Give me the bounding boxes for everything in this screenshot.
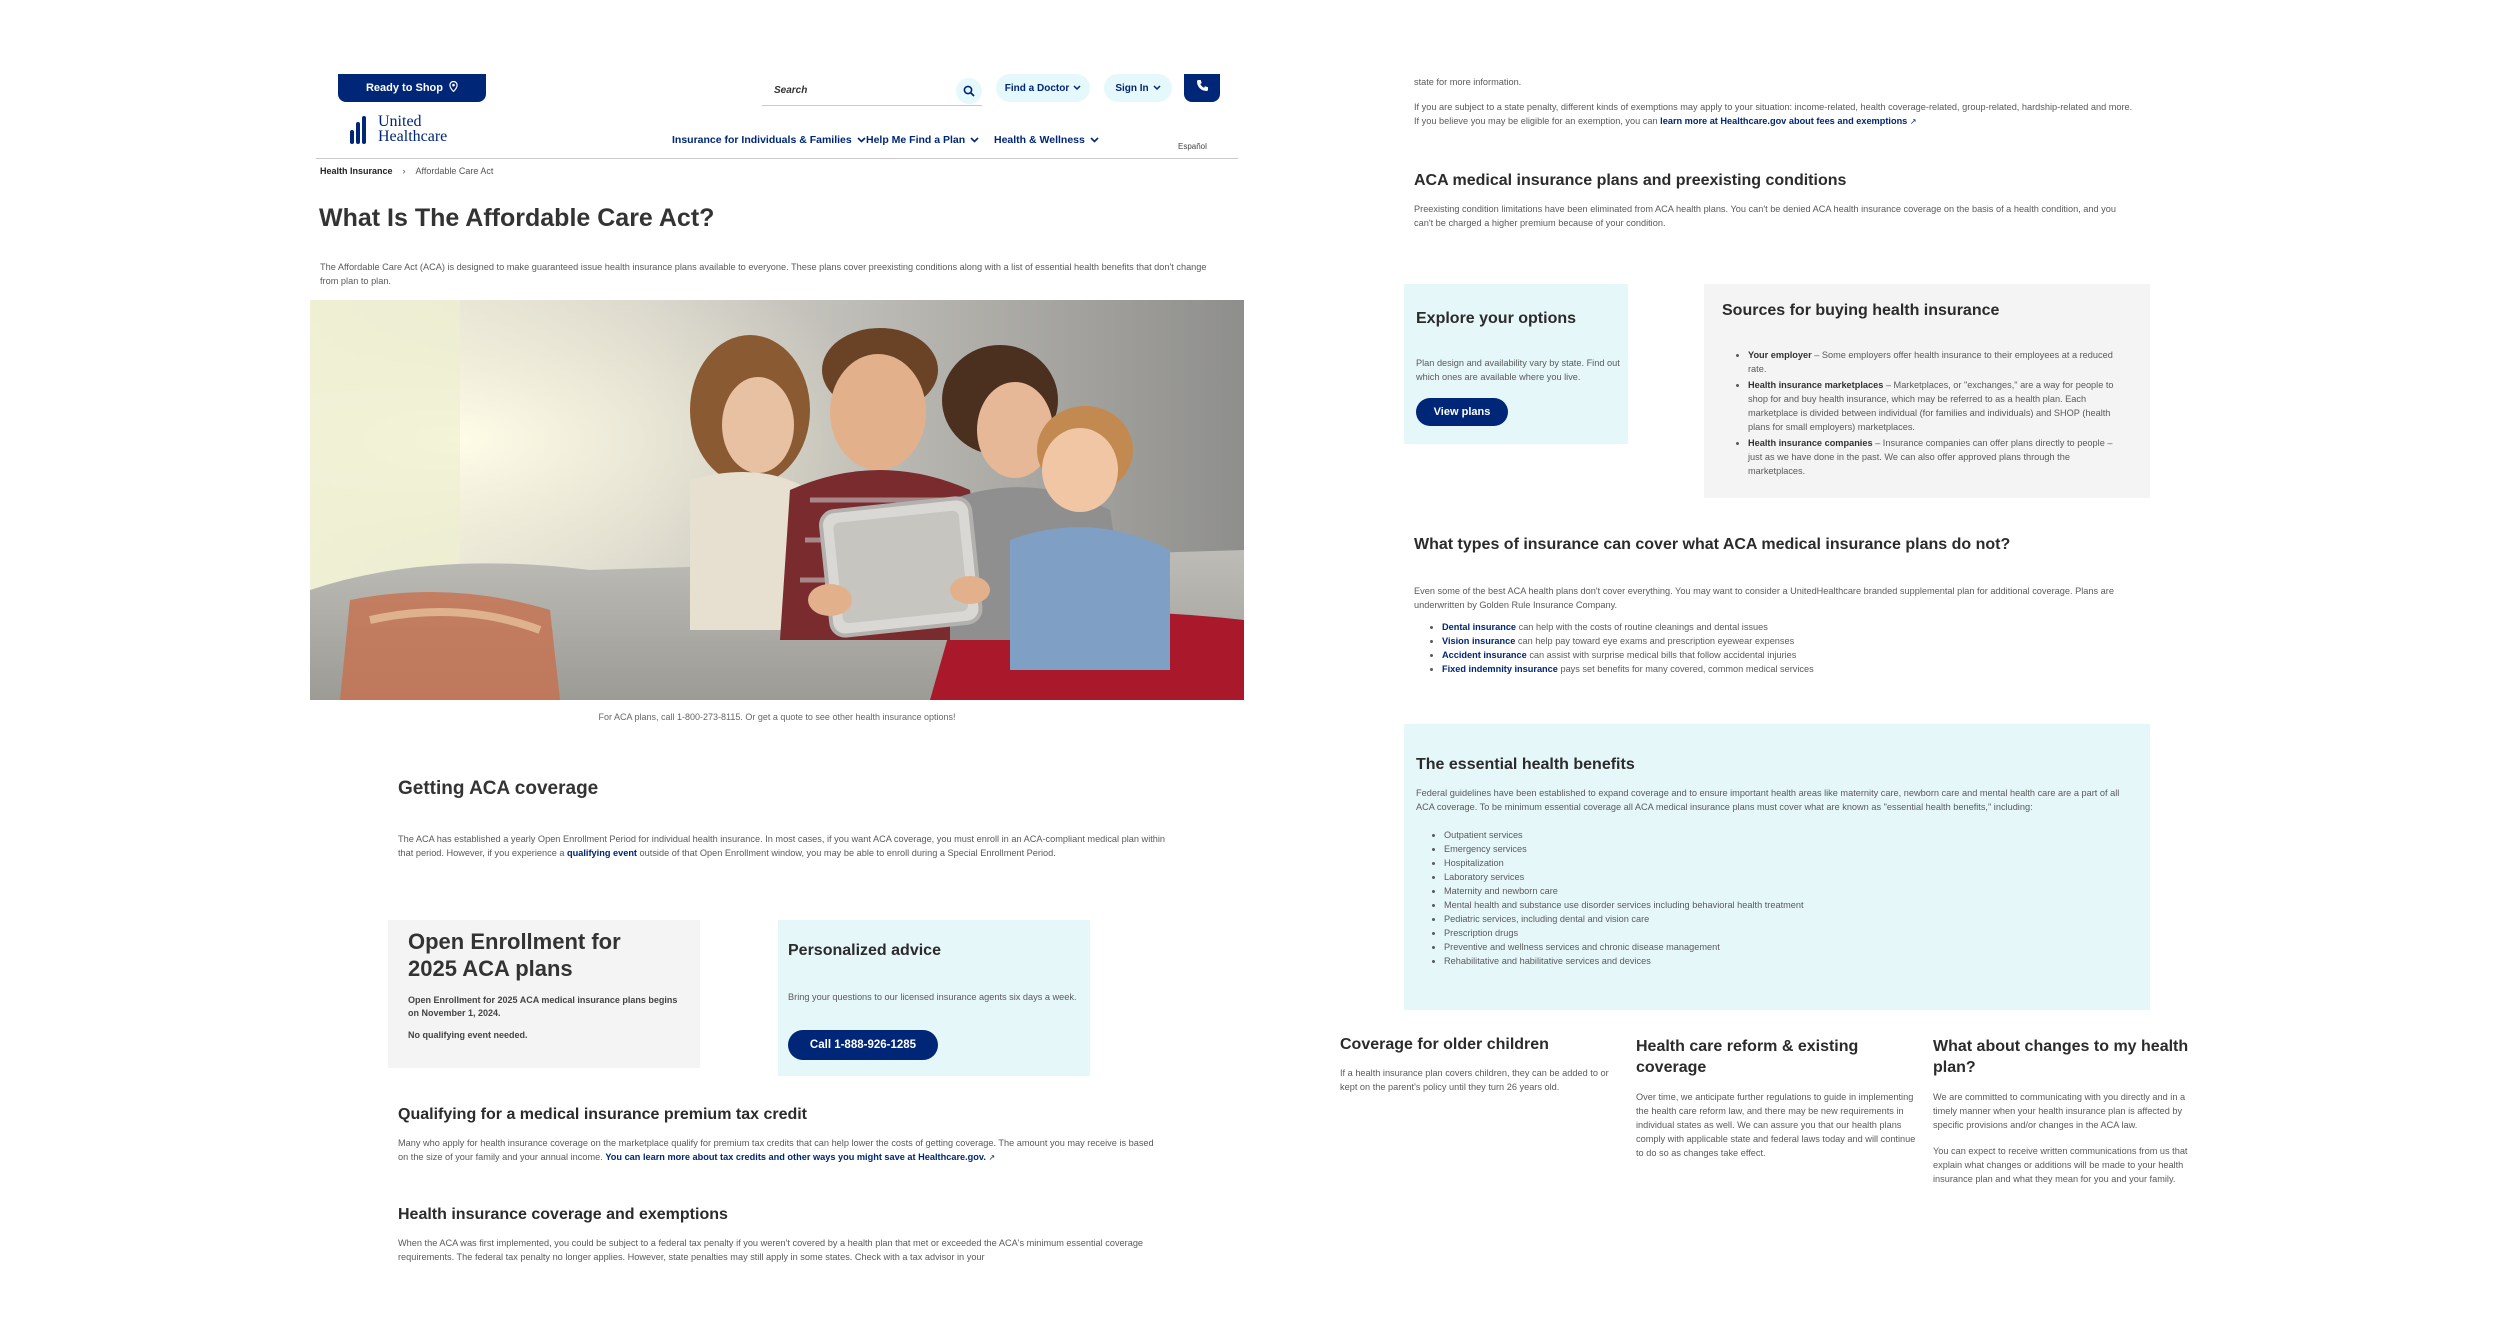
ready-to-shop-button[interactable] bbox=[338, 74, 486, 102]
logo-line2: Healthcare bbox=[378, 128, 448, 145]
tax-credit-body: Many who apply for health insurance coverage on the marketplace qualify for premium tax credits that can help lower the costs of getting coverage. The amount you may receive is based on the size of your family and your annual income. bbox=[398, 1138, 1154, 1162]
exemptions-text: When the ACA was first implemented, you could be subject to a federal tax penalty if you weren't covered by a health plan that met or exceeded the ACA's minimum essential coverage requirements. The federal tax penalty no longer applies. However, state penalties may still apply in some states. Check with a tax advisor in your bbox=[398, 1238, 1144, 1262]
find-a-doctor-button[interactable] bbox=[996, 74, 1090, 102]
chevron-down-icon bbox=[857, 134, 866, 146]
fees-exemptions-link[interactable]: learn more at Healthcare.gov about fees and exemptions bbox=[1660, 116, 1908, 126]
chevron-down-icon bbox=[970, 134, 979, 146]
exemptions-text-continued: state for more information. bbox=[1414, 77, 1522, 87]
unitedhealthcare-logo[interactable] bbox=[350, 114, 447, 144]
location-pin-icon bbox=[449, 81, 458, 95]
exemptions-title: Health insurance coverage and exemptions bbox=[398, 1206, 728, 1223]
explore-options-card bbox=[1404, 284, 1628, 444]
phone-icon bbox=[1196, 79, 1209, 97]
essential-text: Federal guidelines have been established to expand coverage and to ensure important health areas like maternity care, newborn care and mental health care are a part of all ACA coverage. To be minimum essential coverage all ACA medical insurance plans must cover what are known as "essential health benefits," including: bbox=[1416, 788, 2120, 812]
preexisting-text: Preexisting condition limitations have been eliminated from ACA health plans. You can't be denied ACA health insurance coverage on the basis of a health condition, and you can't be charged a higher premium because of your condition. bbox=[1414, 204, 2116, 228]
supplemental-text: can assist with surprise medical bills that follow accidental injuries bbox=[1526, 650, 1797, 660]
tax-credit-link[interactable]: You can learn more about tax credits and other ways you might save at Healthcare.gov. bbox=[605, 1152, 986, 1162]
espanol-link[interactable]: Español bbox=[1178, 142, 1207, 151]
chevron-right-icon: › bbox=[402, 166, 406, 176]
getting-text-a: The ACA has established a yearly Open Enrollment Period for individual health insurance. In most cases, if you want ACA coverage, you must enroll in an ACA-compliant medical plan within that period. However, if you experience a bbox=[398, 834, 1166, 858]
sources-title: Sources for buying health insurance bbox=[1722, 302, 2000, 319]
sources-card bbox=[1704, 284, 2150, 498]
essential-benefit-item: • Hospitalization bbox=[1444, 856, 2128, 870]
source-term: Health insurance marketplaces bbox=[1748, 380, 1884, 390]
supplemental-link[interactable]: Dental insurance bbox=[1442, 622, 1517, 632]
source-text: – Some employers offer health insurance to their employees at a reduced rate. bbox=[1748, 350, 2113, 374]
open-enrollment-date: Open Enrollment for 2025 ACA medical insurance plans begins on November 1, 2024. bbox=[408, 995, 678, 1018]
call-agent-button[interactable]: Call 1-888-926-1285 bbox=[788, 1030, 938, 1060]
nav-health-wellness[interactable] bbox=[994, 134, 1099, 146]
nav-label: Insurance for Individuals & Families bbox=[672, 134, 852, 146]
supplemental-item bbox=[1442, 648, 2126, 662]
essential-list bbox=[1428, 828, 2128, 968]
exemptions-body-2: If you are subject to a state penalty, different kinds of exemptions may apply to your situation: income-related, health coverage-related, group-related, hardship-related and more. If you believe you may be eligible for an exemption, you can bbox=[1414, 102, 2133, 126]
nav-label: Health & Wellness bbox=[994, 134, 1085, 146]
reform-section bbox=[1636, 1036, 1916, 1160]
search-input[interactable]: Search bbox=[774, 85, 808, 96]
open-enrollment-title: Open Enrollment for 2025 ACA plans bbox=[408, 929, 621, 981]
supplemental-item bbox=[1442, 620, 2126, 634]
plan-changes-section bbox=[1933, 1036, 2209, 1186]
open-enrollment-card bbox=[388, 920, 700, 1068]
getting-text-b: outside of that Open Enrollment window, you may be able to enroll during a Special Enrollment Period. bbox=[637, 848, 1056, 858]
essential-benefit-item: • Maternity and newborn care bbox=[1444, 884, 2128, 898]
preexisting-title: ACA medical insurance plans and preexisting conditions bbox=[1414, 172, 1847, 189]
essential-benefit-item: • Laboratory services bbox=[1444, 870, 2128, 884]
breadcrumb-root[interactable]: Health Insurance bbox=[320, 166, 393, 176]
view-plans-button[interactable]: View plans bbox=[1416, 398, 1508, 426]
exemptions-text-2 bbox=[1414, 100, 2134, 129]
search-icon[interactable] bbox=[956, 78, 982, 104]
open-enrollment-note: No qualifying event needed. bbox=[408, 1030, 528, 1040]
source-item bbox=[1748, 436, 2128, 478]
types-text: Even some of the best ACA health plans don't cover everything. You may want to consider a UnitedHealthcare branded supplemental plan for additional coverage. Plans are underwritten by Golden Rule Insurance Company. bbox=[1414, 586, 2114, 610]
getting-coverage-text bbox=[398, 832, 1170, 860]
reform-text: Over time, we anticipate further regulations to guide in implementing the health care reform law, and there may be new requirements in individual states as well. We can assure you that our health plans comply with applicable state and federal laws today and will continue to do so as changes take effect. bbox=[1636, 1092, 1916, 1158]
supplemental-text: can help with the costs of routine cleanings and dental issues bbox=[1516, 622, 1768, 632]
page-title: What Is The Affordable Care Act? bbox=[319, 204, 715, 232]
plan-changes-title: What about changes to my health plan? bbox=[1933, 1038, 2189, 1076]
external-link-icon: ↗ bbox=[1909, 117, 1917, 126]
find-a-doctor-label: Find a Doctor bbox=[1004, 82, 1070, 94]
getting-coverage-title: Getting ACA coverage bbox=[398, 778, 599, 799]
source-term: Health insurance companies bbox=[1748, 438, 1873, 448]
supplemental-text: pays set benefits for many covered, common medical services bbox=[1557, 664, 1814, 674]
phone-button[interactable] bbox=[1184, 74, 1220, 102]
source-text: – Marketplaces, or "exchanges," are a way for people to shop for and buy health insurance, which may be referred to as a health plan. Each marketplace is divided between individual (for families and individuals) and SHOP (health plans for small employers) marketplaces. bbox=[1748, 380, 2114, 432]
supplemental-item bbox=[1442, 662, 2126, 676]
nav-individuals-families[interactable] bbox=[672, 134, 866, 146]
hero-caption: For ACA plans, call 1-800-273-8115. Or get a quote to see other health insurance options! bbox=[598, 712, 956, 722]
qualifying-event-link[interactable]: qualifying event bbox=[567, 848, 637, 858]
essential-benefit-item: • Preventive and wellness services and chronic disease management bbox=[1444, 940, 2128, 954]
external-link-icon: ↗ bbox=[988, 1153, 996, 1162]
supplemental-link[interactable]: Vision insurance bbox=[1442, 636, 1516, 646]
chevron-down-icon bbox=[1090, 134, 1099, 146]
plan-changes-text-1: We are committed to communicating with you directly and in a timely manner when your health insurance plan is affected by specific provisions and/or changes in the ACA law. bbox=[1933, 1092, 2186, 1130]
logo-line1: United bbox=[378, 113, 422, 130]
nav-label: Help Me Find a Plan bbox=[866, 134, 966, 146]
supplemental-item bbox=[1442, 634, 2126, 648]
plan-changes-text-2: You can expect to receive written communications from us that explain what changes or additions will be made to your health insurance plan and what they mean for you and your family. bbox=[1933, 1146, 2188, 1184]
sign-in-label: Sign In bbox=[1115, 82, 1149, 94]
essential-benefit-item: • Rehabilitative and habilitative services and devices bbox=[1444, 954, 2128, 968]
sign-in-button[interactable] bbox=[1104, 74, 1172, 102]
logo-mark-icon bbox=[350, 114, 372, 144]
essential-benefit-item: • Outpatient services bbox=[1444, 828, 2128, 842]
source-term: Your employer bbox=[1748, 350, 1812, 360]
essential-benefits-card bbox=[1404, 724, 2150, 1010]
explore-title: Explore your options bbox=[1416, 310, 1577, 327]
essential-benefit-item: • Emergency services bbox=[1444, 842, 2128, 856]
search-box[interactable] bbox=[762, 76, 982, 106]
supplemental-text: can help pay toward eye exams and prescription eyewear expenses bbox=[1515, 636, 1795, 646]
header-divider bbox=[316, 158, 1238, 159]
chevron-down-icon bbox=[1073, 83, 1081, 94]
tax-credit-title: Qualifying for a medical insurance premium tax credit bbox=[398, 1106, 808, 1123]
essential-benefit-item: • Prescription drugs bbox=[1444, 926, 2128, 940]
ready-to-shop-label: Ready to Shop bbox=[365, 82, 443, 94]
older-children-title: Coverage for older children bbox=[1340, 1036, 1549, 1053]
types-title: What types of insurance can cover what ACA medical insurance plans do not? bbox=[1414, 536, 2011, 553]
intro-text: The Affordable Care Act (ACA) is designed to make guaranteed issue health insurance plans available to everyone. These plans cover preexisting conditions along with a list of essential health benefits that don't change from plan to plan. bbox=[320, 262, 1207, 286]
supplemental-link[interactable]: Accident insurance bbox=[1442, 650, 1527, 660]
tax-credit-text bbox=[398, 1136, 1158, 1165]
supplemental-link[interactable]: Fixed indemnity insurance bbox=[1442, 664, 1558, 674]
source-item bbox=[1748, 348, 2128, 376]
source-item bbox=[1748, 378, 2128, 434]
older-children-section bbox=[1340, 1036, 1620, 1094]
older-children-text: If a health insurance plan covers children, they can be added to or kept on the parent's policy until they turn 26 years old. bbox=[1340, 1068, 1609, 1092]
advice-text: Bring your questions to our licensed insurance agents six days a week. bbox=[788, 992, 1077, 1002]
source-text: – Insurance companies can offer plans directly to people – just as we have done in the past. We can also offer approved plans through the marketplaces. bbox=[1748, 438, 2113, 476]
supplemental-list bbox=[1426, 620, 2126, 676]
breadcrumb-current: Affordable Care Act bbox=[415, 166, 494, 176]
nav-help-find-plan[interactable] bbox=[866, 134, 979, 146]
essential-benefit-item: • Mental health and substance use disorder services including behavioral health treatment bbox=[1444, 898, 2128, 912]
chevron-down-icon bbox=[1153, 83, 1161, 94]
personalized-advice-card bbox=[778, 920, 1090, 1076]
sources-list bbox=[1732, 348, 2128, 480]
essential-benefit-item: • Pediatric services, including dental and vision care bbox=[1444, 912, 2128, 926]
reform-title: Health care reform & existing coverage bbox=[1636, 1038, 1859, 1076]
hero-family-image bbox=[310, 300, 1244, 700]
explore-text: Plan design and availability vary by state. Find out which ones are available where you live. bbox=[1416, 358, 1620, 382]
advice-title: Personalized advice bbox=[788, 942, 941, 959]
essential-title: The essential health benefits bbox=[1416, 756, 1635, 773]
breadcrumb bbox=[320, 166, 493, 176]
